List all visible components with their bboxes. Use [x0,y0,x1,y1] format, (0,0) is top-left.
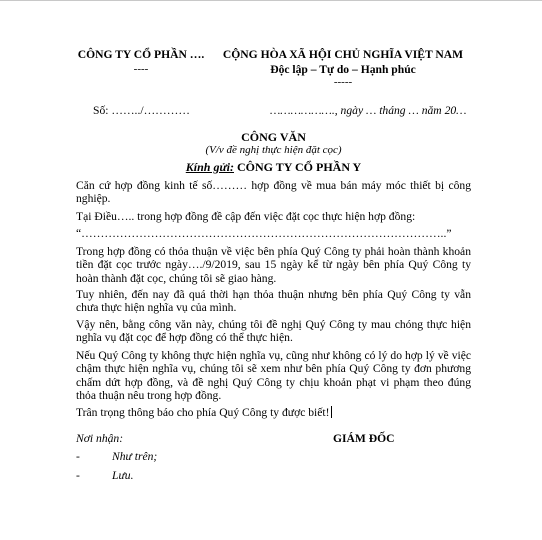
recipients-label: Nơi nhận: [76,432,124,445]
page-top-border [0,0,542,1]
paragraph-consequence: Nếu Quý Công ty không thực hiện nghĩa vụ, cũng như không có lý do hợp lý về việc chậm thực hiện nghĩa vụ, chúng tôi sẽ xem như bên phía Quý Công ty đơn phương chấm dứt hợp đồng, và đề nghị Quý Công ty chịu khoản phạt vi phạm theo đúng thỏa thuận nêu trong hợp đồng. [76,349,471,402]
closing-text: Trân trọng thông báo cho phía Quý Công ty được biết! [76,406,330,419]
paragraph-closing[interactable] [76,406,471,419]
paragraph-request: Vậy nên, bằng công văn này, chúng tôi đề nghị Quý Công ty mau chóng thực hiện nghĩa vụ đặt cọc để hợp đồng có thể thực hiện. [76,318,471,345]
recipient-item-bullet: - [76,469,80,482]
paragraph-quote: “…………………………………………………………………………………..” [76,227,452,240]
paragraph-agreement: Trong hợp đồng có thỏa thuận về việc bên phía Quý Công ty phải hoàn thành khoản tiền đặt cọc trước ngày…./9/2019, sau 15 ngày kể từ ngày bên phía Quý Công ty hoàn thành đặt cọc, chúng tôi sẽ giao hàng. [76,245,471,285]
nation-name: CỘNG HÒA XÃ HỘI CHỦ NGHĨA VIỆT NAM [222,48,464,61]
recipient-name: CÔNG TY CỔ PHẦN Y [236,160,362,174]
motto-dashes: ----- [333,76,353,88]
signature-title: GIÁM ĐỐC [333,432,395,445]
text-cursor [331,406,332,418]
sender-company: CÔNG TY CỔ PHẦN …. [77,48,205,61]
place-and-date: ………………., ngày … tháng … năm 20… [270,104,467,117]
national-header [214,48,472,88]
sender-header [76,48,206,76]
recipient-item-bullet: - [76,450,80,463]
recipient-item-text: Lưu. [112,469,134,482]
national-motto: Độc lập – Tự do – Hạnh phúc [270,63,416,76]
document-subject: (V/v đề nghị thực hiện đặt cọc) [205,144,342,156]
recipient-item-text: Như trên; [112,450,158,463]
recipient-line [76,160,471,175]
paragraph-overdue: Tuy nhiên, đến nay đã quá thời hạn thỏa thuận nhưng bên phía Quý Công ty vẫn chưa thực hiện nghĩa vụ của mình. [76,288,471,315]
sender-dashes: ---- [133,63,149,75]
document-number: Số: ……../………… [93,104,190,117]
document-title: CÔNG VĂN [241,130,306,144]
paragraph-basis: Căn cứ hợp đồng kinh tế số……… hợp đồng về mua bán máy móc thiết bị công nghiệp. [76,179,471,206]
paragraph-article: Tại Điều….. trong hợp đồng đề cập đến việc đặt cọc thực hiện hợp đồng: [76,210,416,223]
recipient-label: Kính gửi: [185,160,234,174]
